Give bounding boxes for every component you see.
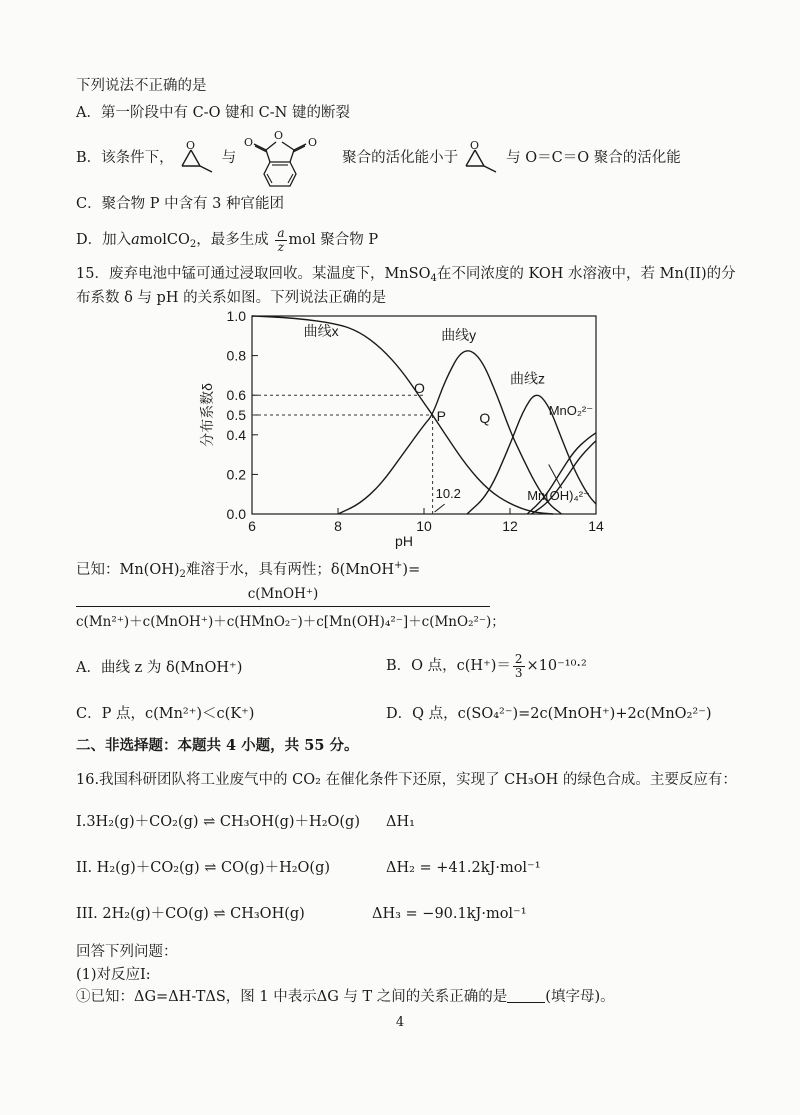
distribution-chart: [196, 306, 616, 550]
svg-text:O: O: [274, 130, 284, 142]
q15-option-d: D．Q 点，c(SO₄²⁻)=2c(MnOH⁺)+2c(MnO₂²⁻): [386, 706, 712, 722]
epoxide-molecule-icon: [458, 138, 500, 178]
pointer-mnoh4: [549, 465, 562, 489]
y-tick-label: 0.6: [226, 387, 246, 404]
plot-frame: [252, 316, 596, 514]
y-tick-label: 0.4: [226, 426, 246, 443]
label-mno2: MnO₂²⁻: [548, 403, 594, 418]
svg-text:O: O: [308, 136, 318, 149]
q15-option-c: C．P 点，c(Mn²⁺)＜c(K⁺): [76, 706, 255, 722]
y-tick-label: 0.8: [226, 347, 246, 364]
label-curve-y: 曲线y: [441, 326, 477, 343]
svg-text:O: O: [470, 139, 480, 152]
svg-text:O: O: [244, 136, 254, 149]
x-tick-label: 14: [588, 518, 604, 534]
q14-option-d-fraction: $\frac{a}{z}$: [277, 225, 285, 254]
x-axis-label: pH: [395, 533, 413, 549]
q15-stem-line1: 15．废弃电池中锰可通过浸取回收。某温度下，MnSO$_4$在不同浓度的 KOH 水溶液中，若 Mn(II)的分: [76, 266, 736, 284]
q16-sub-1: (1)对反应I:: [76, 967, 151, 983]
y-axis-label: 分布系数δ: [199, 383, 215, 447]
y-tick-label: 0.2: [226, 466, 246, 483]
q15-stem-line2: 布系数 δ 与 pH 的关系如图。下列说法正确的是: [76, 290, 387, 306]
q16-stem: 16.我国科研团队将工业废气中的 CO₂ 在催化条件下还原，实现了 CH₃OH 的绿色合成。主要反应有：: [76, 772, 737, 788]
q15-known: 已知：$Mn(OH)_2$难溶于水，具有两性；δ(MnOH+)=: [76, 560, 421, 580]
q15-fraction-bar: [76, 606, 490, 607]
q14-option-c: C．聚合物 P 中含有 3 种官能团: [76, 196, 285, 212]
phthalic-anhydride-molecule-icon: [236, 130, 336, 190]
q15-option-b: B．O 点，c(H⁺)＝ $\frac{2}{3}$ ×10⁻¹⁰·²: [386, 651, 587, 680]
epoxide-molecule-icon: [174, 138, 216, 178]
q16-answer-prompt: 回答下列问题：: [76, 944, 178, 960]
q16-reaction-3-dh: ΔH₃ = −90.1kJ·mol⁻¹: [372, 906, 527, 922]
q14-option-d-mid: ，最多生成: [196, 232, 269, 248]
q14-option-b-end: 与 O＝C＝O 聚合的活化能: [506, 150, 681, 166]
x-tick-label: 10: [416, 518, 432, 534]
q14-option-a: A．第一阶段中有 C-O 键和 C-N 键的断裂: [76, 105, 350, 121]
q16-reaction-3: III. 2H₂(g)＋CO(g) ⇌ CH₃OH(g): [76, 906, 305, 922]
q14-option-b: [76, 130, 681, 183]
q14-option-b-prefix: B．该条件下，: [76, 150, 174, 166]
answer-blank[interactable]: [507, 988, 545, 1003]
q14-stem: 下列说法不正确的是: [76, 78, 207, 94]
label-point-o: O: [414, 380, 425, 397]
section-2-heading: 二、非选择题：本题共 4 小题，共 55 分。: [76, 737, 359, 754]
y-tick-label: 1.0: [226, 308, 246, 324]
svg-text:O: O: [185, 139, 195, 152]
y-tick-label: 0.5: [226, 407, 246, 423]
label-mnoh4: Mn(OH)₄²⁻: [527, 488, 590, 504]
q14-option-b-and: 与: [221, 150, 237, 166]
x-tick-label: 6: [248, 518, 256, 534]
label-ph-mark: 10.2: [435, 486, 461, 502]
label-curve-z: 曲线z: [510, 370, 545, 387]
label-curve-x: 曲线x: [303, 322, 339, 339]
q14-option-b-mid: 聚合的活化能小于: [342, 150, 459, 166]
y-tick-label: 0.0: [226, 506, 246, 522]
q14-option-d: D．加入amolCO$_2$，最多生成 $\frac{a}{z}$ mol 聚合物 P: [76, 225, 379, 254]
q14-option-d-mol: molCO: [139, 232, 190, 248]
label-point-q: Q: [479, 409, 491, 426]
q15-fraction-denominator: c(Mn²⁺)＋c(MnOH⁺)＋c(HMnO₂⁻)＋c[Mn(OH)₄²⁻]＋c(MnO₂²⁻)；: [76, 614, 505, 630]
q16-reaction-2: II. H₂(g)＋CO₂(g) ⇌ CO(g)＋H₂O(g): [76, 860, 331, 876]
x-tick-label: 12: [502, 518, 518, 534]
q14-option-d-end: mol 聚合物 P: [288, 232, 379, 248]
page-number: 4: [395, 1015, 405, 1030]
q14-option-d-a: a: [131, 232, 140, 248]
q16-reaction-1: I.3H₂(g)＋CO₂(g) ⇌ CH₃OH(g)＋H₂O(g): [76, 814, 360, 830]
q15-option-a: A．曲线 z 为 δ(MnOH⁺): [76, 660, 243, 676]
x-tick-label: 8: [334, 518, 342, 534]
label-point-p: P: [436, 408, 446, 424]
q16-sub-1a: ①已知：ΔG=ΔH-TΔS，图 1 中表示ΔG 与 T 之间的关系正确的是 (填字母)。: [76, 989, 615, 1005]
q15-fraction-numerator: c(MnOH⁺): [247, 586, 319, 602]
q16-reaction-2-dh: ΔH₂ = +41.2kJ·mol⁻¹: [386, 860, 541, 876]
q16-reaction-1-dh: ΔH₁: [386, 814, 415, 830]
q14-option-d-prefix: D．加入: [76, 232, 132, 248]
pointer-ph-mark: [435, 504, 445, 512]
